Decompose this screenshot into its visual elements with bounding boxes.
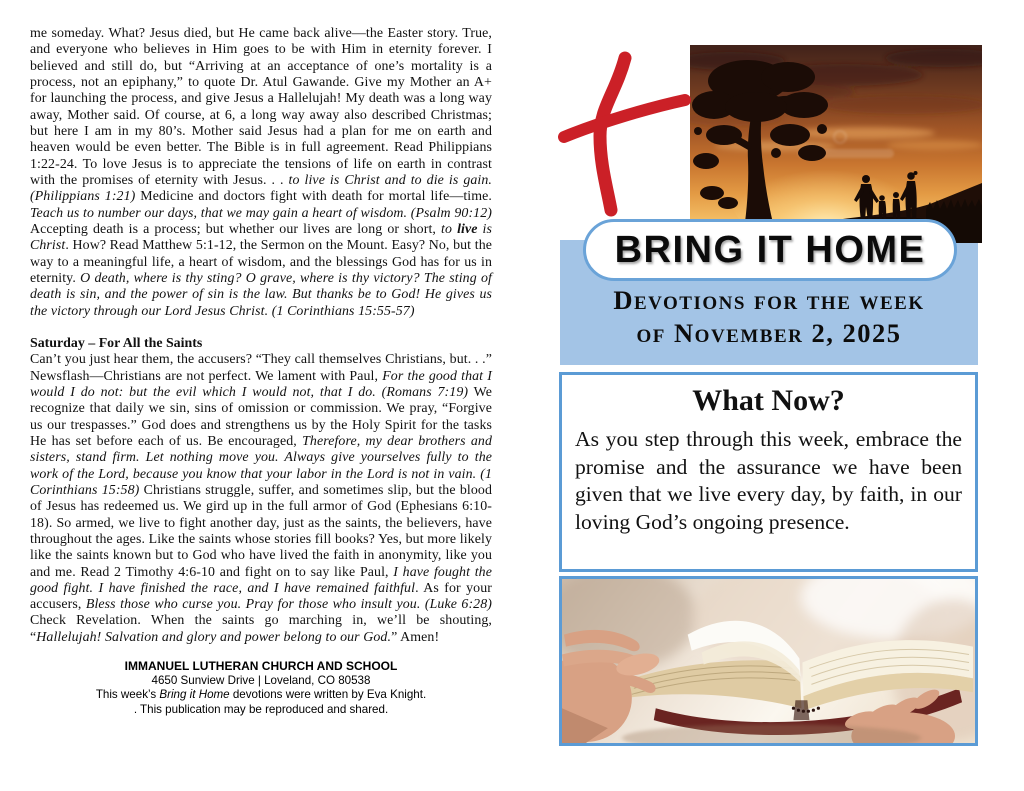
subtitle-line-2: of November 2, 2025 — [636, 318, 902, 348]
saturday-section-heading: Saturday – For All the Saints — [30, 335, 203, 351]
what-now-box — [559, 372, 978, 572]
saturday-paragraph: Can’t you just hear them, the accusers? “They call themselves Christians, but. . .” Newsflash—Christians are not perfect. We lament with Paul, For the good that I would I do not: but the evil which I would not, that I do. (Romans 7:19) We recognize that daily we sin, sins of omission or commission. We pray, “Forgive us our trespasses.” God does and strengthens us by the Holy Spirit for the tasks He has set before each of us. Be encouraged, Therefore, my dear brothers and sisters, stand firm. Let nothing move you. Always give yourselves fully to the work of the Lord, because you know that your labor in the Lord is not in vain. (1 Corinthians 15:58) Christians struggle, suffer, and sometimes slip, but the blood of Jesus has redeemed us. We gird up in the full armor of God (Ephesians 6:10-18). So armed, we live to fight another day, just as the saints, the believers, have throughout the ages. Like the saints whose stories fill books? Yes, but more likely like the saints known but to God who have lived the faith in anonymity, like you and me. Read 2 Timothy 4:6-10 and fight on to say like Paul, I have fought the good fight. I have finished the race, and I have remained faithful. As for your accusers, Bless those who curse you. Pray for those who insult you. (Luke 6:28) Check Revelation. When the saints go marching in, we’ll be shouting, “Hallelujah! Salvation and glory and power belong to our God.” Amen! — [30, 352, 493, 645]
red-brush-cross-icon — [556, 50, 694, 218]
reproduction-note: . This publication may be reproduced and shared. — [133, 702, 389, 716]
hands-holding-open-bible-photo — [562, 579, 975, 743]
masthead-title: BRING IT HOME — [614, 228, 926, 271]
author-credit: This week’s Bring it Home devotions were written by Eva Knight. — [95, 688, 427, 702]
church-address: 4650 Sunview Drive | Loveland, CO 80538 — [151, 674, 371, 688]
left-page-column — [30, 26, 492, 717]
sunset-family-tree-photo — [690, 45, 982, 243]
open-bible-photo-frame — [559, 576, 978, 746]
cover-subtitle — [560, 284, 978, 350]
what-now-body: As you step through this week, embrace the promise and the assurance we have been given that we live every day, by faith, in our loving God’s ongoing presence. — [575, 427, 962, 534]
what-now-heading: What Now? — [692, 384, 845, 417]
masthead-pill — [583, 219, 957, 281]
publication-footer — [30, 659, 492, 717]
devotion-paragraph-continuation: me someday. What? Jesus died, but He came back alive—the Easter story. True, and everyone who believes in Him goes to be with Him in eternity forever. I believed and still do, but “Arriving at an acceptance of one’s mortality is a process, not an epiphany,” to quote Dr. Atul Gawande. Give my Mother an A+ for launching the process, and give Jesus a Hallelujah! My death was a long way away, Mother said. Of course, at 6, a long way away also described Christmas; but here I am in my 80’s. Mother said Jesus had a plan for me on earth and heaven would be even better. The Bible is in full agreement. Read Philippians 1:22-24. To love Jesus is to appreciate the tensions of life on earth in contrast with the promises of eternity with Jesus. . . to live is Christ and to die is gain. (Philippians 1:21) Medicine and doctors fight with death for mortal life—time. Teach us to number our days, that we may gain a heart of wisdom. (Psalm 90:12) Accepting death is a process; but whether our lives are long or short, to live is Christ. How? Read Matthew 5:1-12, the Sermon on the Mount. Easy? No, but the way to a meaningful life, a heart of wisdom, and the blessings God has for us in eternity. O death, where is thy sting? O grave, where is thy victory? The sting of death is sin, and the power of sin is the law. But thanks be to God! He gives us the victory through our Lord Jesus Christ. (1 Corinthians 15:55-57) — [30, 26, 493, 319]
subtitle-line-1: Devotions for the week — [613, 285, 925, 315]
church-name: IMMANUEL LUTHERAN CHURCH AND SCHOOL — [124, 659, 398, 674]
